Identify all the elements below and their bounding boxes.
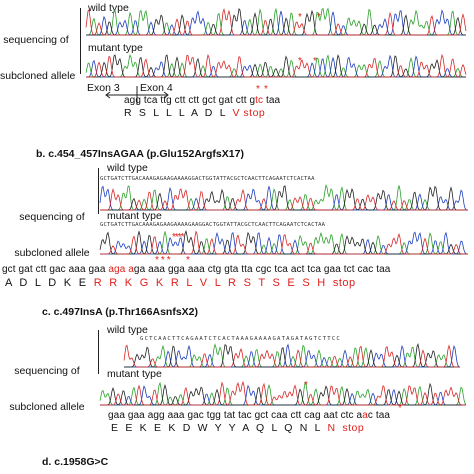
panel-b-codons <box>2 264 390 275</box>
panel-b-wild-label: wild type <box>107 162 148 174</box>
panel-a-aa-mutated: V stop <box>232 107 266 119</box>
trace-channel-0 <box>100 383 466 405</box>
panel-d-heading: d. c.1958G>C <box>42 456 109 468</box>
panel-a-mutant-star-2: * <box>313 56 317 67</box>
panel-b-side-label-line1: sequencing of <box>19 211 85 223</box>
panel-b-bracket <box>98 168 99 214</box>
panel-a-side-label-line2: subcloned allele <box>0 70 76 82</box>
panel-a-codons-mutated: tc <box>255 95 264 106</box>
panel-c-codons-inserted: a <box>362 410 368 421</box>
panel-b-mutant-label: mutant type <box>107 210 162 222</box>
panel-b-mutant-stars: **** <box>172 232 184 243</box>
panel-b-side-label <box>8 187 96 271</box>
panel-b-wild-sequence: GCTGATCTTGACAAAGAGAAGAAAAGGACTGGTATTACGCTCAACTTCAGAATCTCACTAA <box>100 176 315 182</box>
panel-a-mutant-trace <box>86 52 466 78</box>
panel-a-wild-label: wild type <box>88 2 129 14</box>
panel-c-mutant-label: mutant type <box>107 368 162 380</box>
panel-b-mutant-trace <box>100 229 468 255</box>
panel-c-codons-normal: gaa gaa agg aaa gac tgg tat tac gct caa ctt cag aat ctc a <box>108 410 363 421</box>
panel-b-codons-end: ga aaa gga aaa ctg gta tta cgc tca act tca gaa tct cac taa <box>133 264 391 275</box>
trace-channel-2 <box>86 9 466 35</box>
panel-b-codon-star-4: * <box>186 255 190 266</box>
panel-a-wild-star-2: * <box>317 12 321 23</box>
panel-c-wild-label: wild type <box>107 324 148 336</box>
panel-c-mutant-trace <box>100 380 466 406</box>
panel-b-codon-stars: *** <box>155 255 173 266</box>
trace-channel-2 <box>100 231 468 254</box>
panel-a-side-label <box>0 10 76 94</box>
panel-a-aa-normal: R S L L L A D L <box>124 107 233 119</box>
panel-b-aa-frameshift: R R K G K R L V L R S T S E S H stop <box>93 277 356 289</box>
panel-a-codons <box>124 95 280 106</box>
panel-a-wild-trace <box>86 6 466 36</box>
panel-a-codon-star-1: * <box>256 84 260 95</box>
panel-c-side-label <box>2 341 92 425</box>
panel-b-amino-acids <box>5 277 356 289</box>
panel-b-aa-normal: A D L D K E <box>5 277 94 289</box>
panel-c-wild-sequence: GCTCAACTTCAGAATCTCACTAAAGAAAAGATAGATAGTCTTCC <box>140 336 341 342</box>
panel-b-mutant-sequence: GCTGATCTTGACAAAGAGAAGAAAAGAAGGACTGGTATTACGCTCAACTTCAGAATCTCACTAA <box>100 222 326 228</box>
panel-c-codon-star: * <box>398 403 402 414</box>
panel-a-exon3-label: Exon 3 <box>87 82 120 94</box>
panel-a-amino-acids <box>124 107 265 119</box>
panel-b-side-label-line2: subcloned allele <box>14 247 90 259</box>
panel-c-side-label-line1: sequencing of <box>14 365 80 377</box>
panel-c-amino-acids <box>111 422 364 434</box>
panel-c-codons-end: c taa <box>367 410 391 421</box>
panel-c-side-label-line2: subcloned allele <box>9 401 85 413</box>
panel-a-codon-star-2: * <box>264 84 268 95</box>
panel-a-side-label-line1: sequencing of <box>3 34 69 46</box>
panel-c-aa-frameshift: N stop <box>327 422 365 434</box>
panel-a-mutant-star-1: * <box>298 56 302 67</box>
panel-a-wild-star-1: * <box>298 12 302 23</box>
trace-channel-3 <box>100 382 466 405</box>
panel-b-wild-trace <box>100 183 468 211</box>
panel-b-codons-inserted: aga a <box>108 264 134 275</box>
panel-a-exon4-label: Exon 4 <box>140 82 173 94</box>
panel-c-wild-trace <box>124 342 460 368</box>
trace-channel-3 <box>100 232 468 254</box>
panel-a-codons-normal: agg tca ttg ctt ctt gct gat ctt g <box>124 95 256 106</box>
panel-c-bracket <box>98 330 99 374</box>
panel-c-mutant-star: * <box>304 380 308 391</box>
panel-c-heading: c. c.497InsA (p.Thr166AsnfsX2) <box>42 306 199 318</box>
panel-b-heading: b. c.454_457InsAGAA (p.Glu152ArgfsX17) <box>36 148 244 160</box>
panel-c-aa-normal: E E K E K D W Y Y A Q L Q N L <box>111 422 328 434</box>
trace-channel-2 <box>124 344 460 367</box>
panel-b-codons-normal: gct gat ctt gac aaa gaa <box>2 264 109 275</box>
panel-a-codons-end: taa <box>263 95 281 106</box>
panel-a-bracket <box>80 8 81 74</box>
panel-c-codons <box>108 410 390 421</box>
panel-a-mutant-label: mutant type <box>88 42 143 54</box>
